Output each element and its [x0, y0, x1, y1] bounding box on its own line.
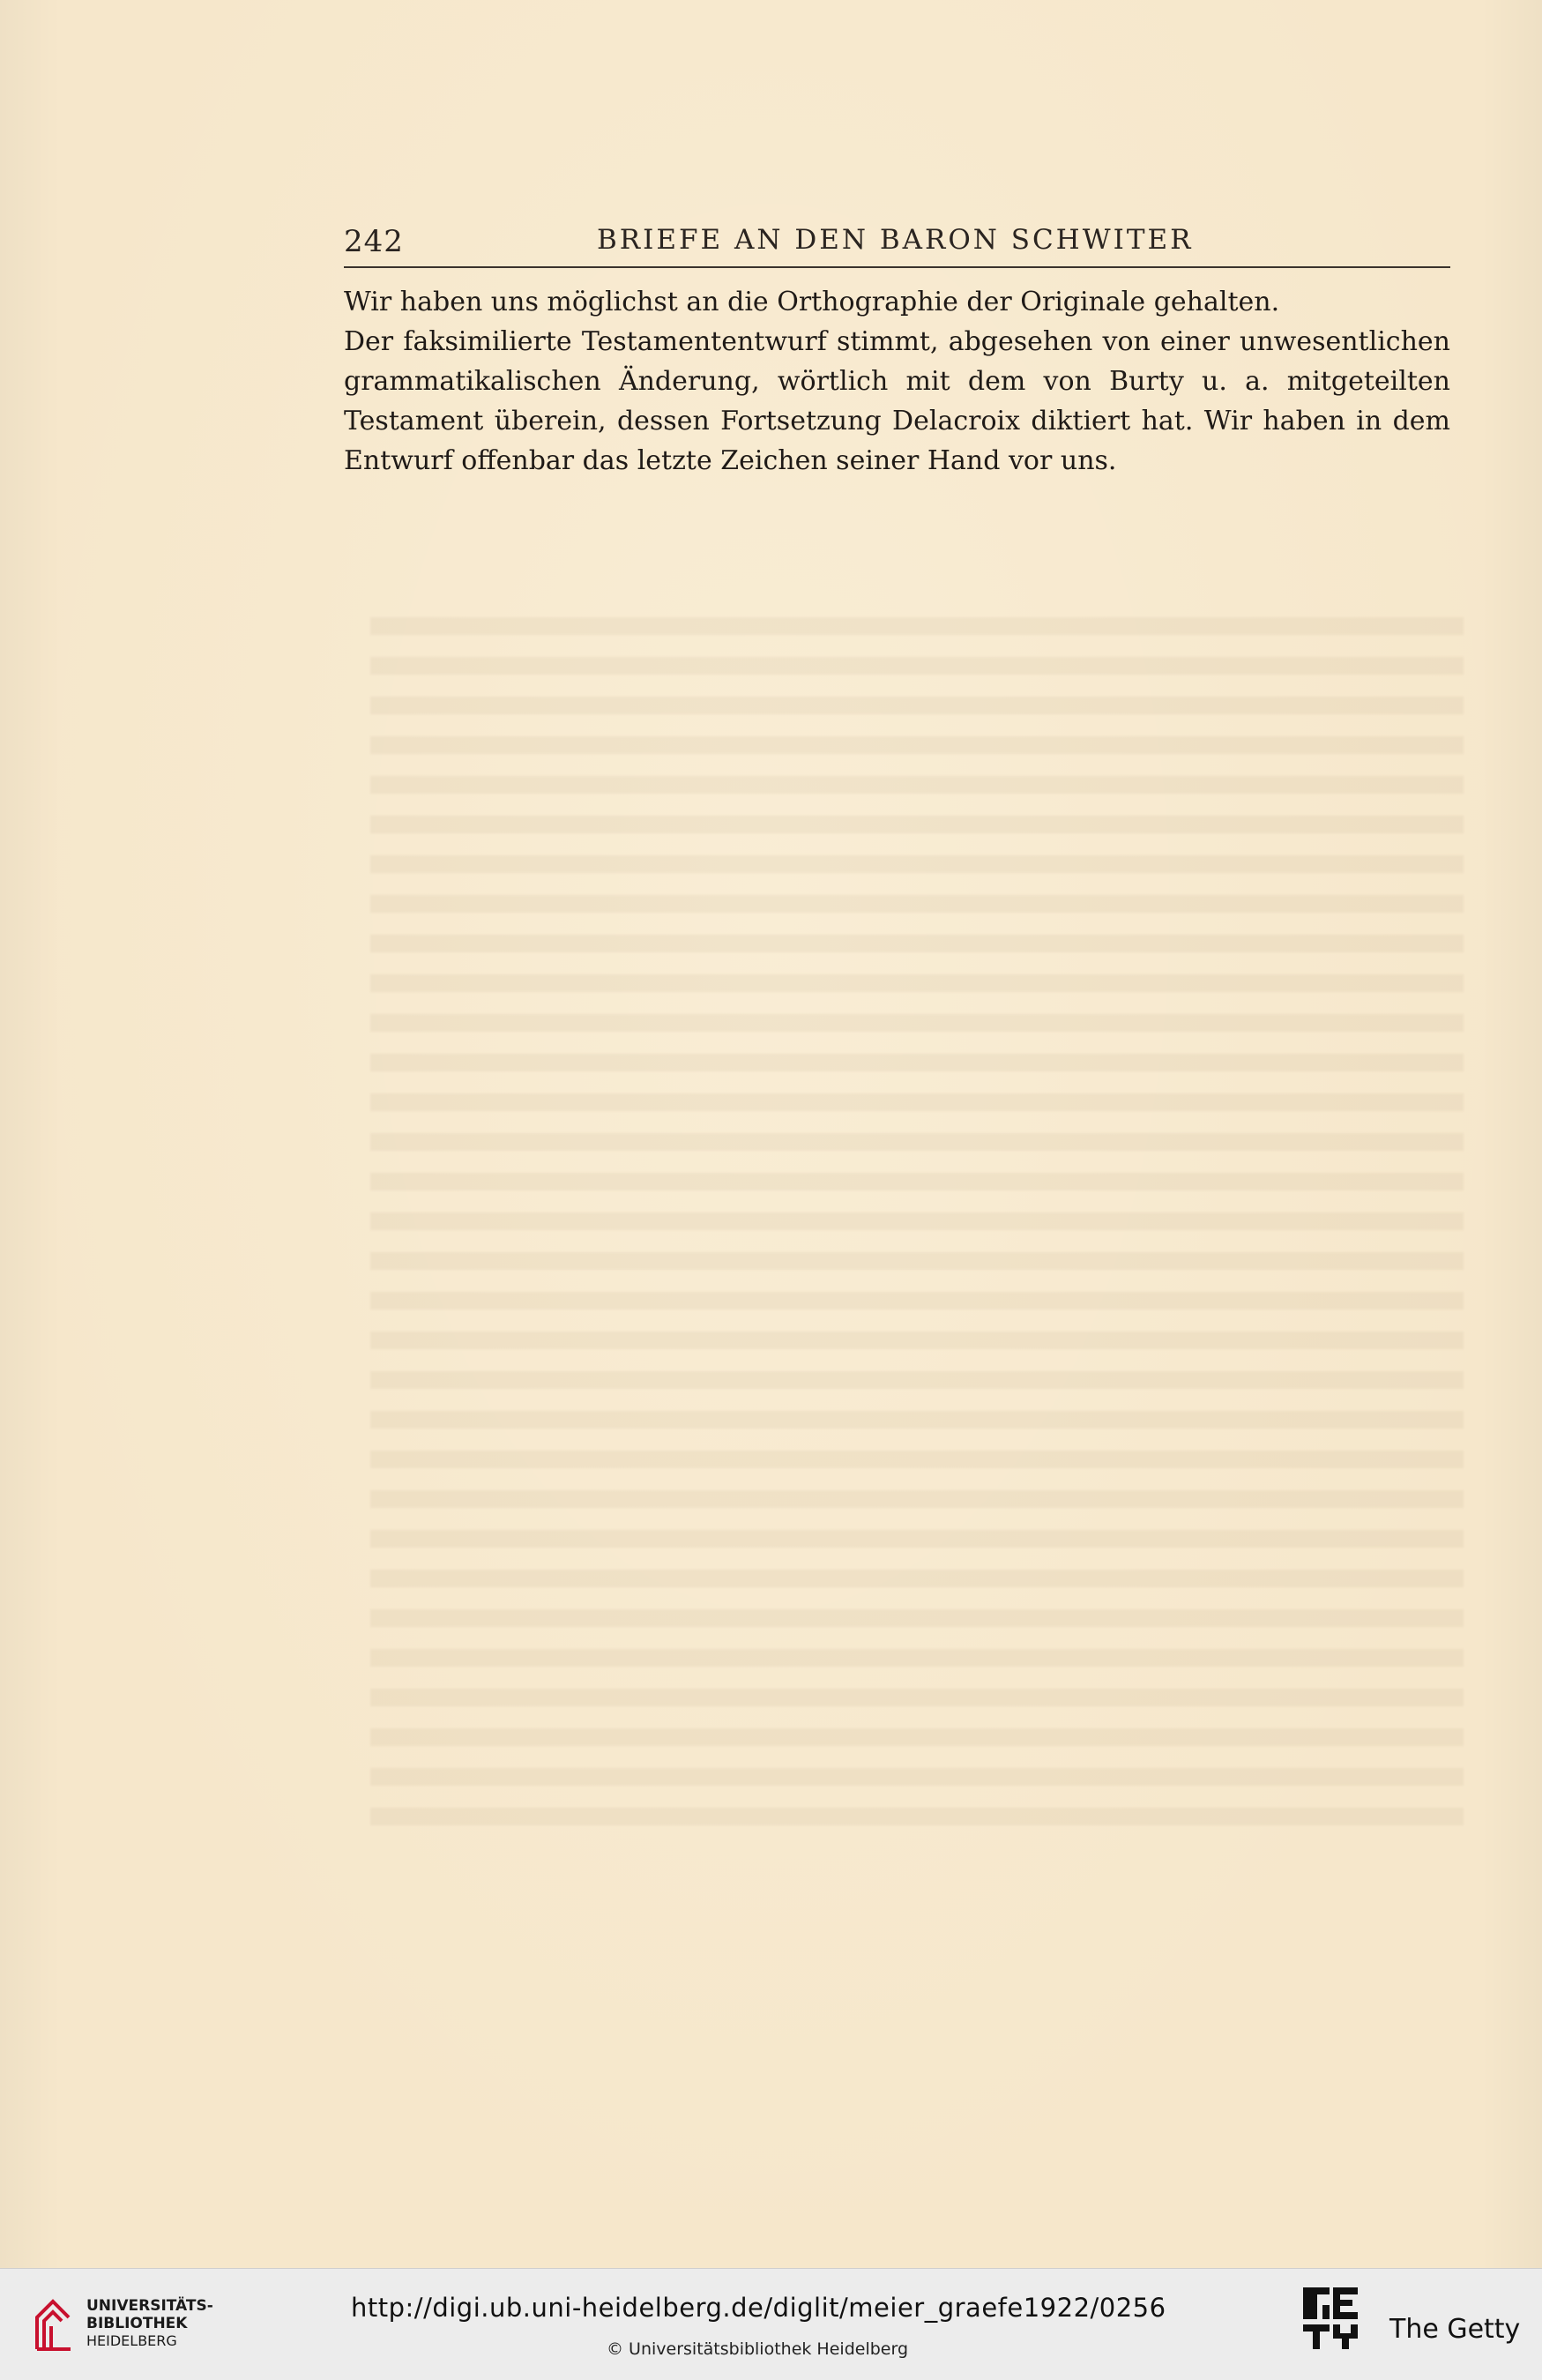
copyright-notice: © Universitätsbibliothek Heidelberg: [607, 2339, 909, 2359]
permalink-url[interactable]: http://digi.ub.uni-heidelberg.de/diglit/meier_graefe1922/0256: [351, 2293, 1166, 2323]
paragraph-2: Der faksimilierte Testamententwurf stimmt, abgesehen von einer unwesentlichen grammatikalischen Änderung, wörtlich mit dem von Burty u. a. mitgeteilten Testament überein, dessen Fortsetzung Delacroix diktiert hat. Wir haben in dem Entwurf offenbar das letzte Zeichen seiner Hand vor uns.: [344, 326, 1450, 476]
paragraph-1: Wir haben uns möglichst an die Orthographie der Originale gehalten.: [344, 287, 1280, 317]
page-header: [344, 217, 1450, 270]
body-text: [344, 282, 1450, 481]
page-number: 242: [344, 224, 404, 259]
getty-wordmark[interactable]: The Getty: [1389, 2314, 1521, 2345]
getty-logo-icon[interactable]: [1301, 2284, 1361, 2353]
library-name-line2: BIBLIOTHEK: [86, 2315, 188, 2332]
header-rule: [344, 266, 1450, 268]
running-title: BRIEFE AN DEN BARON SCHWITER: [597, 224, 1194, 256]
library-name-line1: UNIVERSITÄTS-: [86, 2297, 213, 2315]
ub-heidelberg-logo-icon[interactable]: [34, 2291, 74, 2353]
library-name-line3: HEIDELBERG: [86, 2332, 177, 2349]
ub-heidelberg-wordmark[interactable]: [86, 2297, 213, 2350]
bleed-through-text: [370, 617, 1464, 1825]
